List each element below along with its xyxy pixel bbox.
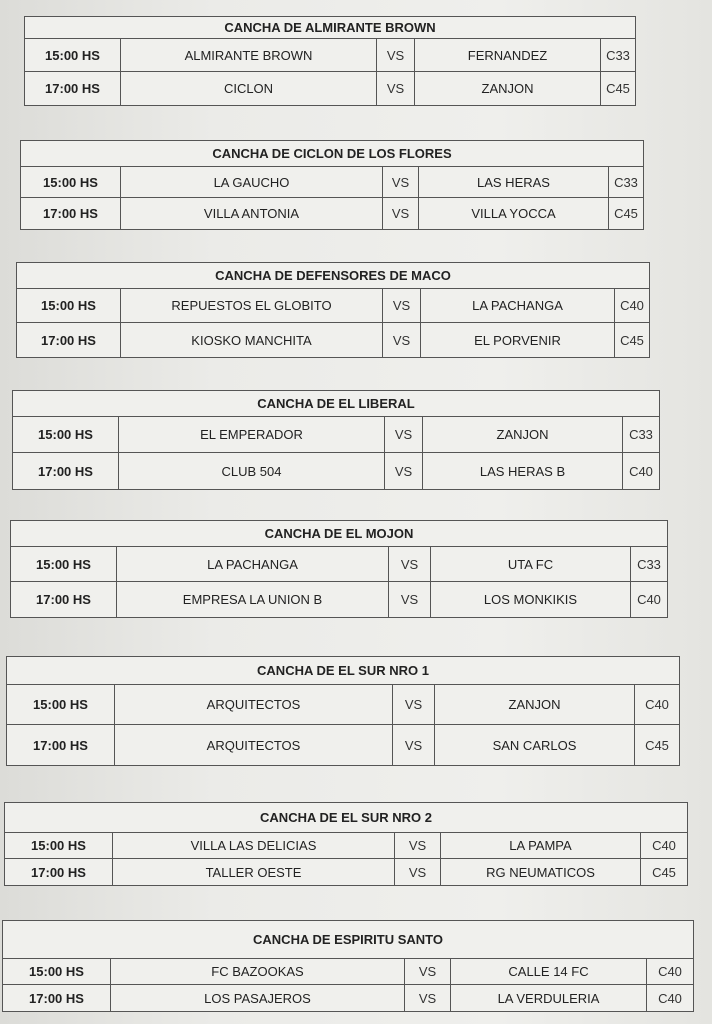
home-team: REPUESTOS EL GLOBITO xyxy=(121,289,383,322)
match-row xyxy=(21,167,643,198)
schedule-block xyxy=(2,920,694,1012)
venue-title: CANCHA DE ESPIRITU SANTO xyxy=(3,921,693,959)
match-row xyxy=(13,453,659,489)
match-row xyxy=(11,582,667,617)
away-team: LAS HERAS xyxy=(419,167,609,197)
category-label: C40 xyxy=(620,298,644,313)
match-row xyxy=(25,39,635,72)
match-time: 17:00 HS xyxy=(21,198,121,229)
home-team: LA PACHANGA xyxy=(117,547,389,581)
match-row xyxy=(7,685,679,725)
home-team: VILLA ANTONIA xyxy=(121,198,383,229)
category-label: C40 xyxy=(637,592,661,607)
match-time: 17:00 HS xyxy=(11,582,117,617)
match-row xyxy=(7,725,679,765)
category-label: C40 xyxy=(658,990,682,1006)
vs-label: VS xyxy=(393,685,435,724)
home-team: TALLER OESTE xyxy=(113,859,395,885)
match-time: 15:00 HS xyxy=(21,167,121,197)
venue-title: CANCHA DE EL SUR NRO 2 xyxy=(5,803,687,833)
home-team: LOS PASAJEROS xyxy=(111,985,405,1011)
schedule-block xyxy=(12,390,660,490)
home-team: EMPRESA LA UNION B xyxy=(117,582,389,617)
vs-label: VS xyxy=(389,547,431,581)
match-row xyxy=(13,417,659,453)
category-label: C45 xyxy=(652,864,676,880)
match-row xyxy=(3,985,693,1011)
category-label: C33 xyxy=(637,556,661,572)
vs-label: VS xyxy=(383,323,421,357)
home-team: ALMIRANTE BROWN xyxy=(121,39,377,71)
vs-label: VS xyxy=(377,72,415,105)
match-row xyxy=(17,289,649,323)
match-time: 15:00 HS xyxy=(25,39,121,71)
away-team: ZANJON xyxy=(423,417,623,452)
category-label: C40 xyxy=(652,838,676,853)
match-row xyxy=(11,547,667,582)
schedule-block xyxy=(10,520,668,618)
category-label: C45 xyxy=(620,332,644,348)
home-team: ARQUITECTOS xyxy=(115,685,393,724)
vs-label: VS xyxy=(385,453,423,489)
category-label: C40 xyxy=(658,964,682,979)
away-team: EL PORVENIR xyxy=(421,323,615,357)
home-team: KIOSKO MANCHITA xyxy=(121,323,383,357)
match-time: 15:00 HS xyxy=(3,959,111,984)
schedule-block xyxy=(20,140,644,230)
venue-title: CANCHA DE DEFENSORES DE MACO xyxy=(17,263,649,289)
away-team: LA PAMPA xyxy=(441,833,641,858)
vs-label: VS xyxy=(395,859,441,885)
away-team: LAS HERAS B xyxy=(423,453,623,489)
match-row xyxy=(3,959,693,985)
away-team: LA PACHANGA xyxy=(421,289,615,322)
vs-label: VS xyxy=(405,985,451,1011)
vs-label: VS xyxy=(393,725,435,765)
match-row xyxy=(25,72,635,105)
home-team: CICLON xyxy=(121,72,377,105)
venue-title: CANCHA DE EL MOJON xyxy=(11,521,667,547)
venue-title: CANCHA DE EL SUR NRO 1 xyxy=(7,657,679,685)
home-team: EL EMPERADOR xyxy=(119,417,385,452)
match-time: 15:00 HS xyxy=(13,417,119,452)
away-team: FERNANDEZ xyxy=(415,39,601,71)
away-team: ZANJON xyxy=(415,72,601,105)
away-team: VILLA YOCCA xyxy=(419,198,609,229)
home-team: ARQUITECTOS xyxy=(115,725,393,765)
home-team: VILLA LAS DELICIAS xyxy=(113,833,395,858)
schedule-block xyxy=(24,16,636,106)
home-team: FC BAZOOKAS xyxy=(111,959,405,984)
match-time: 17:00 HS xyxy=(17,323,121,357)
match-time: 15:00 HS xyxy=(17,289,121,322)
away-team: CALLE 14 FC xyxy=(451,959,647,984)
category-label: C45 xyxy=(645,737,669,753)
match-row xyxy=(21,198,643,229)
match-time: 17:00 HS xyxy=(7,725,115,765)
home-team: LA GAUCHO xyxy=(121,167,383,197)
match-row xyxy=(17,323,649,357)
match-time: 17:00 HS xyxy=(25,72,121,105)
match-row xyxy=(5,859,687,885)
schedule-block xyxy=(4,802,688,886)
match-time: 15:00 HS xyxy=(7,685,115,724)
match-row xyxy=(5,833,687,859)
category-label: C33 xyxy=(614,174,638,190)
home-team: CLUB 504 xyxy=(119,453,385,489)
match-time: 17:00 HS xyxy=(13,453,119,489)
venue-title: CANCHA DE CICLON DE LOS FLORES xyxy=(21,141,643,167)
away-team: LA VERDULERIA xyxy=(451,985,647,1011)
away-team: ZANJON xyxy=(435,685,635,724)
venue-title: CANCHA DE EL LIBERAL xyxy=(13,391,659,417)
schedule-block xyxy=(16,262,650,358)
category-label: C40 xyxy=(645,697,669,712)
vs-label: VS xyxy=(385,417,423,452)
vs-label: VS xyxy=(395,833,441,858)
category-label: C40 xyxy=(629,463,653,479)
away-team: RG NEUMATICOS xyxy=(441,859,641,885)
schedule-block xyxy=(6,656,680,766)
category-label: C33 xyxy=(629,427,653,442)
match-time: 17:00 HS xyxy=(3,985,111,1011)
vs-label: VS xyxy=(383,167,419,197)
vs-label: VS xyxy=(377,39,415,71)
match-time: 15:00 HS xyxy=(5,833,113,858)
vs-label: VS xyxy=(389,582,431,617)
category-label: C45 xyxy=(606,81,630,96)
away-team: SAN CARLOS xyxy=(435,725,635,765)
match-time: 17:00 HS xyxy=(5,859,113,885)
venue-title: CANCHA DE ALMIRANTE BROWN xyxy=(25,17,635,39)
vs-label: VS xyxy=(383,289,421,322)
category-label: C45 xyxy=(614,206,638,221)
away-team: UTA FC xyxy=(431,547,631,581)
vs-label: VS xyxy=(383,198,419,229)
category-label: C33 xyxy=(606,47,630,63)
away-team: LOS MONKIKIS xyxy=(431,582,631,617)
vs-label: VS xyxy=(405,959,451,984)
match-time: 15:00 HS xyxy=(11,547,117,581)
